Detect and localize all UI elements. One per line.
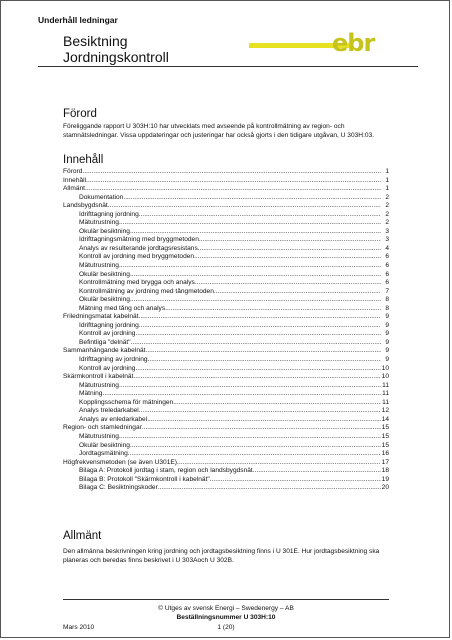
toc-leader-dots [194,253,381,262]
toc-entry-page: 7 [385,287,389,295]
toc-leader-dots [253,467,381,476]
toc-entry-page: 9 [385,313,389,321]
toc-entry-page: 6 [385,262,389,270]
toc-leader-dots [198,245,381,254]
toc-leader-dots [195,279,381,288]
toc-entry[interactable] [63,194,389,203]
toc-entry-page: 18 [381,467,389,475]
toc-entry[interactable] [63,339,389,348]
toc-leader-dots [139,322,381,331]
toc-entry-page: 1 [385,185,389,193]
toc-leader-dots [148,356,381,365]
toc-entry-label: Landsbygdsnät [63,202,108,210]
general-heading: Allmänt [63,530,102,542]
toc-leader-dots [214,288,381,297]
toc-entry-label: Kontrollmätning med brygga och analys [79,279,195,287]
toc-entry[interactable] [63,347,389,356]
toc-entry-page: 9 [385,330,389,338]
toc-entry[interactable] [63,442,389,451]
toc-entry-page: 4 [385,244,389,252]
toc-entry-label: Okulär besiktning [79,270,130,278]
toc-entry-page: 6 [385,279,389,287]
toc-leader-dots [128,450,381,459]
toc-leader-dots [177,459,381,468]
toc-entry-page: 14 [381,415,389,423]
toc-entry[interactable] [63,253,389,262]
ebr-logo: ebr [332,29,375,57]
toc-entry-page: 6 [385,270,389,278]
toc-entry-label: Kontroll av jordning med bryggmetoden [79,253,195,261]
table-of-contents [63,168,389,493]
toc-entry[interactable] [63,373,389,382]
toc-entry-label: Mätutrustning [79,219,119,227]
toc-entry[interactable] [63,211,389,220]
toc-entry-page: 8 [385,296,389,304]
toc-entry-page: 11 [382,398,389,406]
toc-entry[interactable] [63,459,389,468]
toc-entry[interactable] [63,484,389,493]
toc-entry[interactable] [63,296,389,305]
toc-entry-label: Analys treledarkabel [79,407,139,415]
header-divider [38,66,418,67]
toc-entry[interactable] [63,450,389,459]
toc-entry-label: Innehåll [63,176,87,184]
toc-entry-page: 12 [381,407,389,415]
toc-entry-label: Idrifttagning jordning [79,321,139,329]
toc-entry[interactable] [63,356,389,365]
toc-leader-dots [86,177,381,186]
toc-entry[interactable] [63,390,389,399]
contents-heading: Innehåll [63,154,104,166]
toc-entry-page: 6 [385,253,389,261]
toc-entry-label: Mätutrustning [79,432,119,440]
toc-leader-dots [108,202,381,211]
toc-entry[interactable] [63,365,389,374]
toc-leader-dots [158,484,381,493]
toc-entry-page: 9 [385,347,389,355]
toc-leader-dots [102,390,381,399]
toc-entry-page: 17 [381,458,389,466]
toc-entry[interactable] [63,330,389,339]
toc-entry-page: 10 [381,373,389,381]
general-text: Den allmänna beskrivningen kring jordning och jordtagsbesiktning finns i U 301E. Hur jordtagsbesiktning ska planeras och beredas finns beskrivet i U 303Aoch U 302B. [63,548,380,564]
toc-entry-label: Analys av enledarkabel [79,415,148,423]
toc-leader-dots [85,185,381,194]
toc-leader-dots [173,399,381,408]
toc-entry-page: 11 [382,390,389,398]
foreword-text: Föreliggande rapport U 303H:10 har utvecklats med avseende på kontrollmätning av region- och stamnätsledningar. Vissa uppdateringar och justeringar har också gjorts i den tidigare utgåvan, U 303H:03. [63,123,375,139]
toc-entry[interactable] [63,288,389,297]
toc-entry-label: Befintliga "delnät" [79,338,131,346]
toc-entry[interactable] [63,262,389,271]
toc-leader-dots [123,194,381,203]
toc-entry-page: 10 [381,364,389,372]
toc-entry-label: Kontroll av jordning [79,364,136,372]
toc-entry-page: 9 [385,338,389,346]
toc-entry[interactable] [63,236,389,245]
toc-entry-page: 2 [385,210,389,218]
toc-entry[interactable] [63,476,389,485]
toc-entry-page: 15 [381,424,389,432]
toc-entry-page: 19 [381,475,389,483]
toc-entry[interactable] [63,399,389,408]
toc-entry[interactable] [63,219,389,228]
toc-entry[interactable] [63,279,389,288]
toc-entry-label: Idrifttagning av jordning [79,356,148,364]
toc-entry[interactable] [63,271,389,280]
toc-leader-dots [119,219,381,228]
toc-leader-dots [130,296,381,305]
toc-entry-label: Bilaga B: Protokoll "Skärmkontroll i kabelnät" [79,475,210,483]
toc-entry-label: Idrifttagning jordning [79,210,139,218]
toc-entry[interactable] [63,313,389,322]
toc-entry-label: Dokumentation [79,193,124,201]
toc-entry-label: Region- och stamledningar [63,424,142,432]
toc-entry[interactable] [63,245,389,254]
toc-entry-page: 15 [381,441,389,449]
toc-leader-dots [119,262,381,271]
footer-order-number: Beställningsnummer U 303H:10 [176,614,276,621]
toc-entry-label: Mätning [79,390,103,398]
toc-entry[interactable] [63,202,389,211]
toc-entry-label: Kontrollmätning av jordning med tångmetoden [79,287,214,295]
toc-leader-dots [139,407,381,416]
toc-leader-dots [131,339,381,348]
toc-leader-dots [135,330,381,339]
toc-entry-page: 1 [385,176,389,184]
toc-entry-label: Kopplingsschema för mätningen [79,398,174,406]
toc-leader-dots [133,373,381,382]
toc-leader-dots [139,313,381,322]
toc-entry[interactable] [63,433,389,442]
toc-leader-dots [135,365,381,374]
toc-entry[interactable] [63,416,389,425]
footer-date: Mars 2010 [63,624,95,631]
toc-entry[interactable] [63,185,389,194]
toc-leader-dots [145,347,381,356]
toc-leader-dots [199,236,381,245]
toc-entry-label: Idrifttagningsmätning med bryggmetoden [79,236,199,244]
footer-copyright: © Utges av svensk Energi – Swedenergy – AB [158,605,294,612]
toc-entry-page: 8 [385,304,389,312]
footer-page-number: 1 (20) [217,624,235,631]
document-subtitle: Jordningskontroll [63,49,169,65]
toc-entry-page: 11 [382,381,389,389]
toc-entry[interactable] [63,322,389,331]
toc-entry[interactable] [63,382,389,391]
toc-entry-page: 3 [385,227,389,235]
toc-entry-label: Bilaga C: Besiktningskoder [79,484,158,492]
footer-divider [63,599,389,600]
toc-leader-dots [130,228,381,237]
toc-entry-page: 1 [385,168,389,175]
toc-leader-dots [147,416,381,425]
toc-entry-label: Kontroll av jordning [79,330,136,338]
toc-entry-page: 3 [385,236,389,244]
toc-entry-page: 2 [385,219,389,227]
toc-entry-page: 2 [385,202,389,210]
toc-leader-dots [130,271,381,280]
toc-leader-dots [210,476,381,485]
toc-leader-dots [82,168,381,177]
toc-entry-label: Bilaga A: Protokoll jordtag i stam, region och landsbygdsnät [79,467,253,475]
toc-entry-page: 20 [381,484,389,492]
toc-entry[interactable] [63,305,389,314]
toc-entry-page: 9 [385,321,389,329]
document-title: Besiktning [63,33,128,49]
toc-entry-label: Friledningsmatat kabelnät [63,313,139,321]
toc-entry-label: Mätning med tång och analys [79,304,166,312]
toc-entry-label: Högfrekvensmetoden (se även U301E) [63,458,177,466]
toc-entry-page: 2 [385,193,389,201]
toc-entry-label: Mätutrustning [79,381,119,389]
toc-entry-label: Sammanhängande kabelnät [63,347,146,355]
toc-entry[interactable] [63,467,389,476]
toc-entry[interactable] [63,228,389,237]
toc-entry[interactable] [63,177,389,186]
toc-leader-dots [142,424,381,433]
toc-entry-label: Skärmkontroll i kabelnät [63,373,134,381]
toc-entry-page: 9 [385,356,389,364]
toc-entry[interactable] [63,168,389,177]
toc-leader-dots [130,442,381,451]
toc-entry-page: 16 [381,450,389,458]
toc-entry[interactable] [63,424,389,433]
toc-leader-dots [119,382,381,391]
toc-entry-label: Allmänt [63,185,85,193]
toc-leader-dots [165,305,381,314]
toc-entry[interactable] [63,407,389,416]
toc-entry-page: 15 [381,432,389,440]
series-label: Underhåll ledningar [38,15,118,25]
toc-entry-label: Mätutrustning [79,262,119,270]
toc-leader-dots [119,433,381,442]
foreword-heading: Förord [63,108,97,120]
toc-entry-label: Analys av resulterande jordtagsresistans [79,244,198,252]
toc-leader-dots [139,211,381,220]
toc-entry-label: Okulär besiktning [79,296,130,304]
toc-entry-label: Okulär besiktning [79,441,130,449]
toc-entry-label: Förord [63,168,83,175]
toc-entry-label: Jordtagsmätning [79,450,128,458]
toc-entry-label: Okulär besiktning [79,227,130,235]
